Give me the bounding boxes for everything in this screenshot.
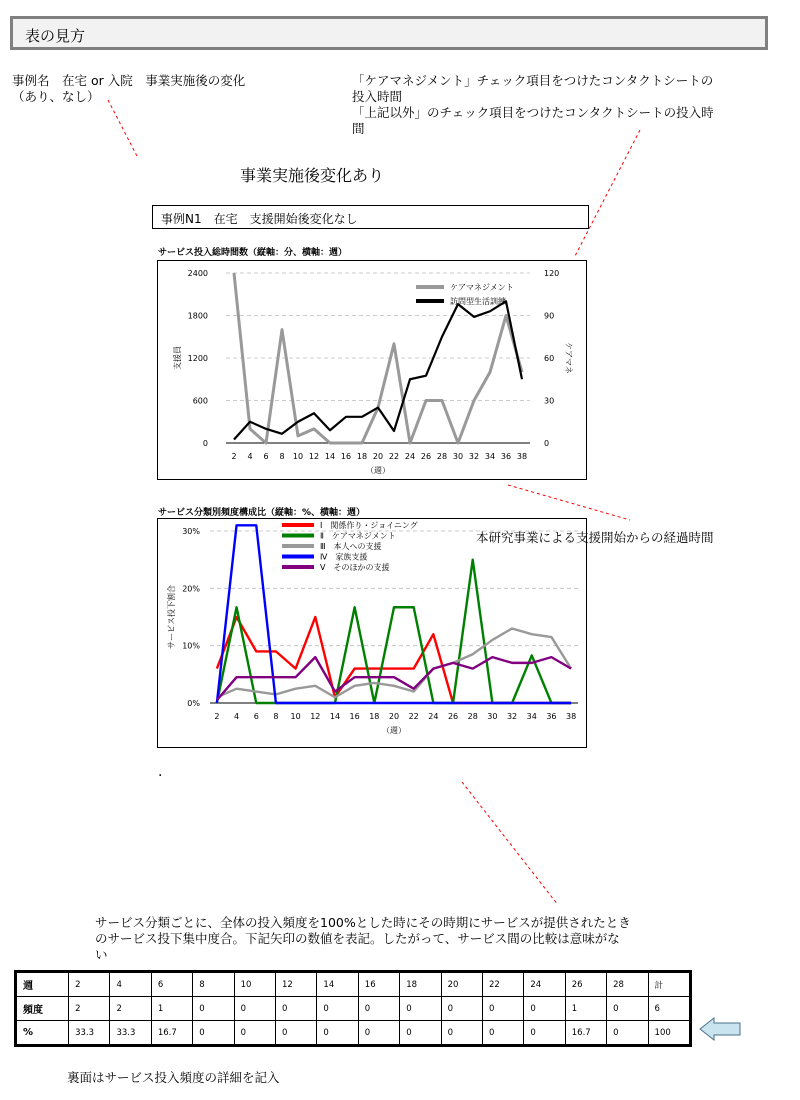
- chart-composition-svg: [158, 519, 586, 747]
- table-cell: 2: [110, 997, 151, 1021]
- table-cell: 6: [151, 972, 192, 997]
- table-cell: 0: [524, 997, 565, 1021]
- x-tick-label: 24: [404, 452, 416, 461]
- table-cell: 22: [482, 972, 523, 997]
- case-label: 事例N1 在宅 支援開始後変化なし: [161, 212, 358, 226]
- x-tick-label: 22: [388, 452, 400, 461]
- table-cell: 0: [276, 1021, 317, 1046]
- table-cell: 10: [234, 972, 275, 997]
- time-note: 「ケアマネジメント」チェック項目をつけたコンタクトシートの 投入時間 「上記以外」のチェック項目をつけたコンタクトシートの投入時 間: [352, 73, 714, 136]
- x-tick-label: 20: [388, 712, 400, 721]
- y2-tick-label: 30: [544, 396, 555, 406]
- table-cell: 28: [607, 972, 648, 997]
- x-tick-label: 24: [428, 712, 439, 721]
- table-cell: 100: [648, 1021, 690, 1046]
- table-cell: 6: [648, 997, 690, 1021]
- table-cell: 0: [441, 1021, 482, 1046]
- table-cell: 33.3: [69, 1021, 110, 1046]
- y-tick-label: 600: [192, 396, 208, 406]
- x-tick-label: 6: [263, 452, 269, 461]
- table-cell: 0: [234, 1021, 275, 1046]
- x-tick-label: 34: [526, 712, 537, 721]
- table-row: [16, 1021, 691, 1046]
- table-cell: 0: [400, 997, 441, 1021]
- y2-tick-label: 120: [544, 269, 560, 278]
- x-tick-label: 30: [452, 452, 464, 461]
- x-tick-label: 12: [310, 712, 321, 721]
- y-axis-label: サービス投下割合: [167, 585, 176, 649]
- x-tick-label: 20: [372, 452, 384, 461]
- table-cell: 8: [193, 972, 234, 997]
- elapsed-note: 本研究事業による支援開始からの経過時間: [476, 530, 714, 545]
- x-tick-label: 8: [273, 712, 279, 721]
- x-tick-label: 12: [308, 452, 320, 461]
- table-cell: 12: [276, 972, 317, 997]
- y-tick-label: 30%: [182, 527, 200, 536]
- chart-composition-title: サービス分類別頻度構成比（縦軸：%、横軸：週）: [158, 508, 366, 518]
- table-cell: 2: [69, 997, 110, 1021]
- x-tick-label: 38: [566, 712, 577, 721]
- x-tick-label: 32: [468, 452, 480, 461]
- x-tick-label: 10: [292, 452, 304, 461]
- legend-label-5: Ⅴ そのほかの支援: [320, 563, 390, 572]
- table-cell: 0: [358, 1021, 399, 1046]
- y-tick-label: 1800: [187, 311, 208, 321]
- x-tick-label: 34: [484, 452, 496, 461]
- table-cell: 20: [441, 972, 482, 997]
- table-row-header: %: [16, 1021, 69, 1046]
- left-arrow-icon: [698, 1016, 742, 1042]
- page-title: 表の見方: [25, 27, 86, 45]
- x-tick-label: 28: [436, 452, 448, 461]
- y2-tick-label: 90: [544, 311, 555, 321]
- table-row-header: 週: [16, 972, 69, 997]
- y-tick-label: 0: [202, 439, 208, 448]
- x-tick-label: 8: [279, 452, 285, 461]
- x-tick-label: 26: [447, 712, 459, 721]
- y-tick-label: 0%: [187, 699, 200, 708]
- pointer-line-time: [574, 130, 640, 258]
- legend-label-1: ケアマネジメント: [450, 283, 514, 292]
- table-cell: 0: [400, 1021, 441, 1046]
- x-axis-label: （週）: [382, 726, 406, 735]
- x-tick-label: 30: [487, 712, 498, 721]
- y-tick-label: 2400: [187, 269, 208, 278]
- table-cell: 0: [358, 997, 399, 1021]
- table-cell: 0: [276, 997, 317, 1021]
- x-tick-label: 36: [546, 712, 557, 721]
- chart-total-time-svg: [158, 261, 586, 479]
- table-cell: 16.7: [151, 1021, 192, 1046]
- x-tick-label: 16: [349, 712, 360, 721]
- x-tick-label: 36: [500, 452, 512, 461]
- x-tick-label: 16: [340, 452, 352, 461]
- x-tick-label: 18: [369, 712, 380, 721]
- table-cell: 0: [234, 997, 275, 1021]
- table-cell: 1: [151, 997, 192, 1021]
- table-cell: 18: [400, 972, 441, 997]
- table-cell: 1: [565, 997, 606, 1021]
- x-tick-label: 26: [420, 452, 432, 461]
- chart-composition: [157, 518, 587, 748]
- table-cell: 0: [193, 1021, 234, 1046]
- table-cell: 24: [524, 972, 565, 997]
- x-tick-label: 4: [234, 712, 240, 721]
- x-tick-label: 14: [329, 712, 341, 721]
- table-cell: 計: [648, 972, 690, 997]
- table-cell: 4: [110, 972, 151, 997]
- x-tick-label: 22: [408, 712, 419, 721]
- x-tick-label: 28: [467, 712, 478, 721]
- x-tick-label: 38: [516, 452, 528, 461]
- frequency-table: [14, 970, 692, 1047]
- table-cell: 0: [524, 1021, 565, 1046]
- table-row: [16, 972, 691, 997]
- table-cell: 33.3: [110, 1021, 151, 1046]
- y2-tick-label: 0: [544, 439, 550, 448]
- chart-total-time-title: サービス投入総時間数（縦軸：分、横軸：週）: [158, 248, 348, 258]
- x-tick-label: 32: [506, 712, 518, 721]
- y-tick-label: 10%: [182, 641, 200, 651]
- table-cell: 0: [482, 997, 523, 1021]
- legend-label-2: Ⅱ ケアマネジメント: [320, 531, 396, 541]
- table-cell: 0: [441, 997, 482, 1021]
- chart-total-time: [157, 260, 587, 480]
- x-axis-label: （週）: [366, 466, 390, 475]
- table-cell: 2: [69, 972, 110, 997]
- table-cell: 0: [607, 1021, 648, 1046]
- table-cell: 16: [358, 972, 399, 997]
- case-name-note: 事例名 在宅 or 入院 事業実施後の変化 （あり、なし）: [12, 73, 246, 104]
- y2-axis-label: ケアマネ: [564, 342, 573, 374]
- y2-tick-label: 60: [544, 354, 555, 363]
- table-cell: 0: [193, 997, 234, 1021]
- y-tick-label: 20%: [182, 584, 200, 594]
- x-tick-label: 14: [324, 452, 336, 461]
- legend-label-1: Ⅰ 関係作り・ジョイニング: [320, 521, 418, 530]
- y-axis-label: 支援員: [173, 346, 182, 370]
- concentration-note: サービス分類ごとに、全体の投入頻度を100%とした時にその時期にサービスが提供されたとき のサービス投下集中度合。下記矢印の数値を表記。したがって、サービス間の比較は意味がな い: [95, 915, 631, 962]
- legend-label-2: 訪問型生活訓練: [450, 297, 506, 306]
- case-label-box: [152, 205, 589, 229]
- table-cell: 0: [317, 1021, 358, 1046]
- table-cell: 14: [317, 972, 358, 997]
- table-cell: 0: [607, 997, 648, 1021]
- x-tick-label: 2: [231, 452, 237, 461]
- stray-dot: .: [158, 764, 163, 780]
- table-row-header: 頻度: [16, 997, 69, 1021]
- pointer-line-concentration: [462, 782, 558, 905]
- table-cell: 0: [482, 1021, 523, 1046]
- x-tick-label: 2: [214, 712, 220, 721]
- pointer-line-elapsed: [508, 485, 630, 520]
- change-heading: 事業実施後変化あり: [240, 166, 385, 185]
- back-side-note: 裏面はサービス投入頻度の詳細を記入: [67, 1070, 280, 1085]
- x-tick-label: 4: [247, 452, 253, 461]
- table-row: [16, 997, 691, 1021]
- table-cell: 16.7: [565, 1021, 606, 1046]
- table-cell: 0: [317, 997, 358, 1021]
- legend-label-4: Ⅳ 家族支援: [320, 552, 368, 562]
- legend-label-3: Ⅲ 本人への支援: [320, 542, 382, 551]
- pointer-line-case: [108, 100, 138, 158]
- x-tick-label: 18: [356, 452, 368, 461]
- y-tick-label: 1200: [187, 354, 208, 363]
- table-cell: 26: [565, 972, 606, 997]
- x-tick-label: 6: [253, 712, 259, 721]
- x-tick-label: 10: [290, 712, 301, 721]
